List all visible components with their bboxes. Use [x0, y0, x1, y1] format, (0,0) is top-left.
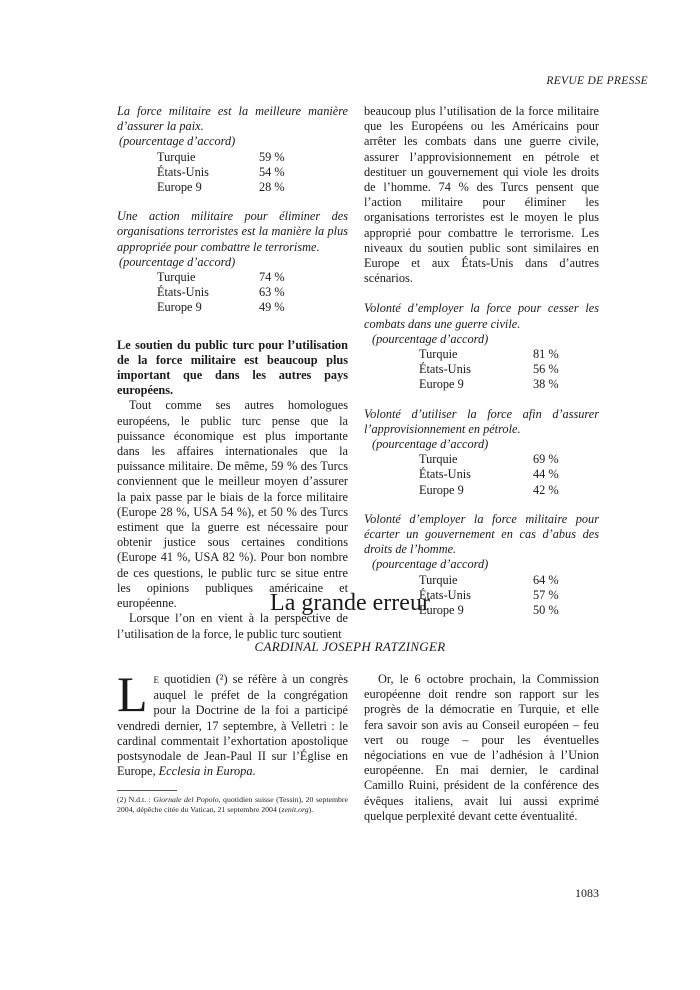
poll-question: Volonté d’utiliser la force afin d’assurer l’approvisionnement en pétrole. [364, 406, 599, 436]
poll-row: États-Unis 44 % [419, 467, 559, 482]
article-author: CARDINAL JOSEPH RATZINGER [254, 639, 446, 654]
poll-question: La force militaire est la meilleure manière d’assurer la paix. [117, 104, 348, 134]
right-column [364, 104, 599, 632]
drop-cap: L [117, 666, 148, 722]
poll-question: Une action militaire pour éliminer des organisations terroristes est la manière la plus appropriée pour combattre le terrorisme. [117, 209, 348, 254]
poll-row: Turquie 74 % [157, 270, 285, 285]
poll-q3 [364, 301, 599, 392]
poll-row: États-Unis 57 % [419, 587, 559, 602]
page-number: 1083 [575, 886, 599, 900]
footnote-rule [117, 790, 177, 791]
poll-q4 [364, 407, 599, 498]
poll-row: Europe 9 42 % [419, 482, 559, 497]
poll-row: Turquie 64 % [419, 572, 559, 587]
poll-row: Europe 9 38 % [419, 377, 559, 392]
poll-row: Europe 9 28 % [157, 180, 285, 195]
body-paragraph: Tout comme ses autres homologues européens, le public turc pense que la puissance économique est plus importante dans les affaires internationales que la puissance militaire. De même, 59 % des Turcs conviennent que le meilleur moyen d’assurer la paix passe par le biais de la force militaire (Europe 28 %, USA 54 %), et 50 % des Turcs estiment que la guerre est nécessaire pour obtenir justice sous certaines conditions (Europe 41 %, USA 82 %). Pour bon nombre de ces questions, le public turc se situe entre les opinions publiques américaine et européenne. [117, 398, 348, 611]
footnote: (2) N.d.t. : Giornale del Popolo, quotidien suisse (Tessin), 20 septembre 2004, dépêche citée du Vatican, 21 septembre 2004 (zenit.org). [117, 795, 348, 814]
article-paragraph: Or, le 6 octobre prochain, la Commission européenne doit rendre son rapport sur les progrès de la démocratie en Turquie, et elle fera savoir son avis au Conseil européen – feu vert ou rouge – pour les éventuelles négociations en vue de l’adhésion à l’Union européenne. En mai dernier, le cardinal Camillo Ruini, président de la conférence des évêques italiens, avait lui aussi exprimé quelque perplexité devant cette éventualité. [364, 672, 599, 823]
running-header: REVUE DE PRESSE [546, 75, 648, 87]
poll-row: Turquie 81 % [419, 347, 559, 362]
poll-unit: (pourcentage d’accord) [119, 254, 236, 269]
poll-unit: (pourcentage d’accord) [372, 557, 489, 572]
poll-row: États-Unis 56 % [419, 362, 559, 377]
poll-row: Europe 9 49 % [157, 300, 285, 315]
body-paragraph: beaucoup plus l’utilisation de la force militaire que les Européens ou les Américains pour arrêter les combats dans une guerre civile, assurer l’approvisionnement en pétrole et destituer un gouvernement qui viole les droits de l’homme. 74 % des Turcs pensent que l’action militaire pour éliminer les organisations terroristes est le moyen le plus approprié pour combattre le terrorisme. Les niveaux du soutien public sont similaires en Europe et aux États-Unis dans d’autres scénarios. [364, 104, 599, 286]
poll-question: Volonté d’employer la force pour cesser les combats dans une guerre civile. [364, 301, 599, 331]
poll-row: États-Unis 54 % [157, 164, 285, 179]
poll-unit: (pourcentage d’accord) [119, 134, 236, 149]
article-right-column [364, 672, 599, 824]
article-title: La grande erreur [270, 590, 430, 616]
poll-question: Volonté d’employer la force militaire pour écarter un gouvernement en cas d’abus des droits de l’homme. [364, 511, 599, 557]
poll-unit: (pourcentage d’accord) [372, 437, 489, 452]
poll-row: Turquie 69 % [419, 452, 559, 467]
poll-q1 [117, 104, 348, 195]
poll-q2 [117, 209, 348, 315]
poll-unit: (pourcentage d’accord) [372, 331, 489, 346]
section-heading: Le soutien du public turc pour l’utilisation de la force militaire est beaucoup plus important que dans les autres pays européens. [117, 337, 348, 398]
left-column [117, 104, 348, 642]
poll-row: Europe 9 50 % [419, 603, 559, 618]
poll-row: Turquie 59 % [157, 149, 285, 164]
body-paragraph: Lorsque l’on en vient à la perspective de l’utilisation de la force, le public turc soutient [117, 611, 348, 641]
article-paragraph: L E quotidien (²) se réfère à un congrès auquel le préfet de la congrégation pour la Doctrine de la foi a participé vendredi dernier, 17 septembre, à Velletri : le cardinal commentait l’exhortation apostolique postsynodale de Jean-Paul II sur l’Église en Europe, Ecclesia in Europa. [117, 666, 348, 779]
article-left-column [117, 666, 348, 779]
poll-row: États-Unis 63 % [157, 285, 285, 300]
